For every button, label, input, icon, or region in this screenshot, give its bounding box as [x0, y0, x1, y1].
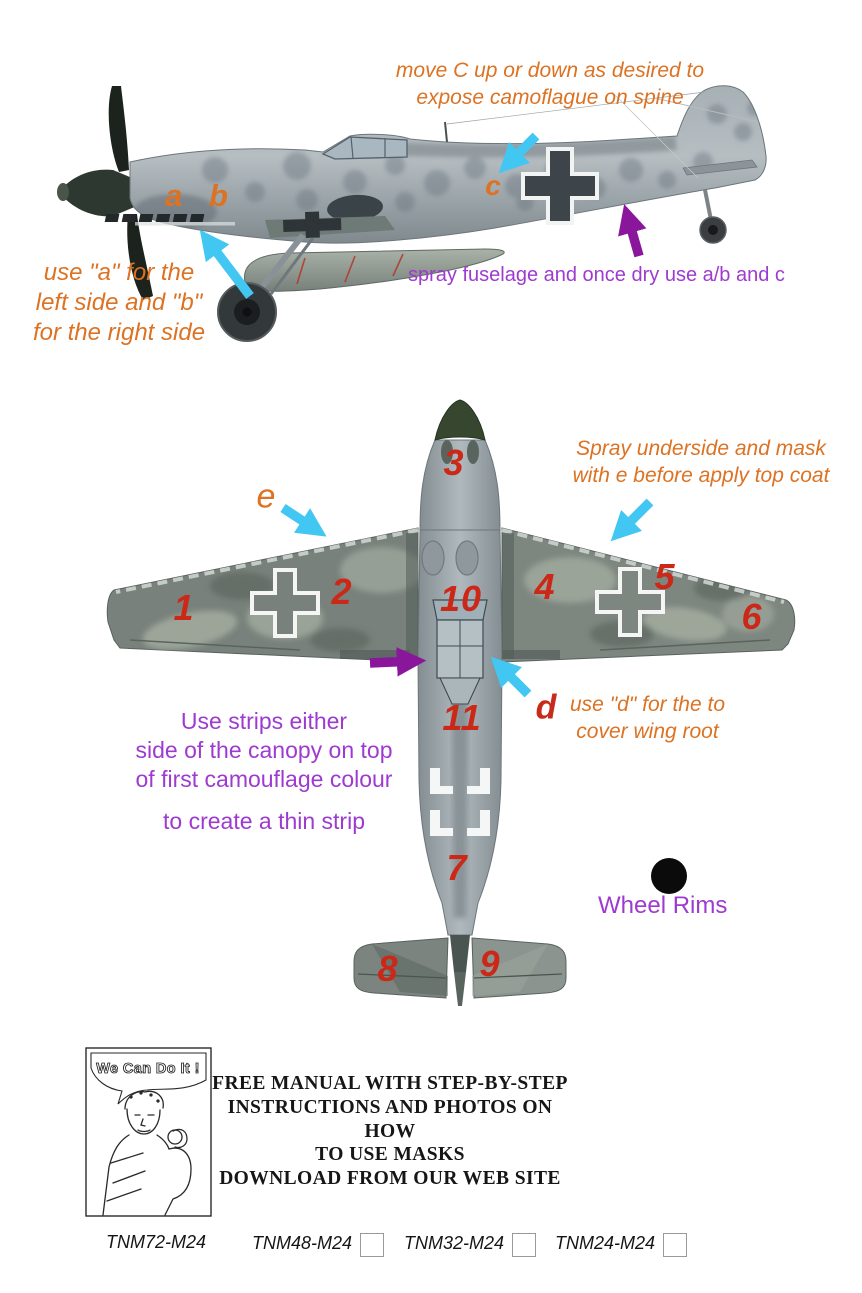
mask-number-2: 2 — [331, 571, 353, 612]
product-tnm72 — [106, 1232, 206, 1253]
wheel-rim-dot — [651, 858, 687, 894]
note-canopy-strips: Use strips either side of the canopy on top of first camouflage colour to create a thin strip — [135, 708, 393, 834]
note-spray-underside: Spray underside and mask with e before apply top coat — [572, 437, 830, 487]
product-tnm24 — [555, 1230, 687, 1257]
cyan-arrow-d — [498, 664, 528, 694]
product-tnm32 — [404, 1230, 536, 1257]
mask-number-11: 11 — [442, 697, 482, 738]
mask-number-6: 6 — [741, 596, 763, 637]
we-can-do-it-poster — [85, 1047, 212, 1217]
note-use-a-b: use "a" for the left side and "b" for the right side — [32, 259, 206, 346]
mask-number-3: 3 — [443, 442, 465, 483]
purple-arrow-canopy — [370, 661, 416, 663]
cyan-arrow-e-right — [618, 502, 650, 534]
product-code-tnm72: TNM72-M24 — [106, 1232, 207, 1252]
poster-title: We Can Do It ! — [96, 1061, 200, 1077]
product-code-tnm32: TNM32-M24 — [404, 1233, 505, 1253]
wheel-rims-label: Wheel Rims — [598, 892, 728, 919]
mask-number-10: 10 — [439, 578, 483, 619]
note-move-c: move C up or down as desired to expose camoflague on spine — [395, 59, 705, 109]
product-code-tnm24: TNM24-M24 — [555, 1233, 656, 1253]
manual-note: FREE MANUAL WITH STEP-BY-STEP INSTRUCTIONS AND PHOTOS ON HOW TO USE MASKS DOWNLOAD FROM OUR WEB SITE — [212, 1073, 568, 1190]
mask-number-1: 1 — [173, 587, 195, 628]
mask-number-9: 9 — [479, 943, 501, 984]
note-spray-fuselage: spray fuselage and once dry use a/b and c — [408, 264, 785, 286]
purple-arrow-fuselage — [627, 214, 639, 256]
mask-label-ab: a b — [165, 178, 237, 213]
mask-label-d: d — [535, 688, 557, 727]
cyan-arrow-e-left — [283, 508, 318, 531]
cyan-arrow-c — [506, 136, 536, 166]
checkbox-tnm48[interactable] — [360, 1233, 384, 1257]
checkbox-tnm32[interactable] — [512, 1233, 536, 1257]
checkbox-tnm24[interactable] — [663, 1233, 687, 1257]
mask-number-8: 8 — [377, 948, 399, 989]
mask-number-7: 7 — [446, 847, 468, 888]
note-use-d: use "d" for the to cover wing root — [570, 693, 725, 743]
product-tnm48 — [252, 1230, 384, 1257]
product-code-tnm48: TNM48-M24 — [252, 1233, 353, 1253]
mask-label-c: c — [485, 170, 501, 201]
mask-number-4: 4 — [534, 566, 556, 607]
mask-number-5: 5 — [654, 556, 676, 597]
mask-label-e: e — [256, 477, 276, 516]
